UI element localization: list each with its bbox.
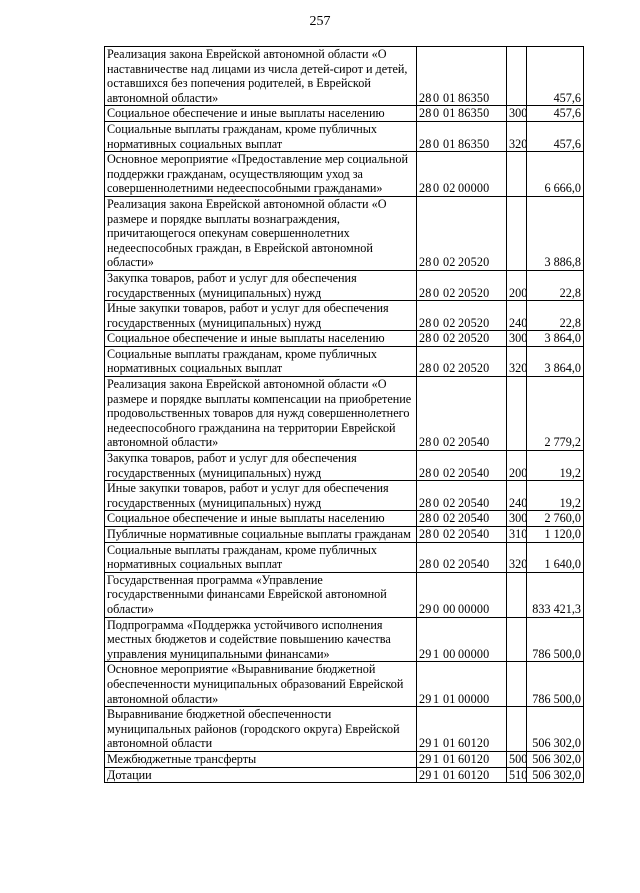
table-row [105, 377, 584, 451]
row-expense-type: 300 [507, 106, 527, 122]
code-part: 0 [433, 136, 440, 151]
code-part: 28 [419, 255, 432, 270]
table-row [105, 481, 584, 511]
code-part: 02 [443, 361, 456, 376]
code-part: 29 [419, 751, 432, 766]
row-name: Иные закупки товаров, работ и услуг для обеспечения государственных (муниципальных) нужд [105, 301, 417, 331]
code-part: 28 [419, 136, 432, 151]
row-name: Социальные выплаты гражданам, кроме публичных нормативных социальных выплат [105, 542, 417, 572]
code-part: 20540 [458, 495, 490, 510]
table-row [105, 527, 584, 543]
row-amount: 506 302,0 [527, 767, 584, 783]
row-expense-type: 320 [507, 121, 527, 151]
row-amount: 506 302,0 [527, 751, 584, 767]
row-target-code [417, 106, 507, 122]
code-part: 00000 [458, 691, 490, 706]
code-part: 28 [419, 361, 432, 376]
row-amount: 457,6 [527, 106, 584, 122]
table-row [105, 346, 584, 376]
code-part: 00000 [458, 181, 490, 196]
row-amount: 786 500,0 [527, 617, 584, 662]
code-part: 28 [419, 527, 432, 541]
row-name: Социальное обеспечение и иные выплаты населению [105, 331, 417, 347]
code-part: 29 [419, 691, 432, 706]
code-part: 28 [419, 435, 432, 450]
row-target-code [417, 196, 507, 270]
table-row [105, 121, 584, 151]
row-expense-type: 200 [507, 451, 527, 481]
code-part: 86350 [458, 136, 490, 151]
row-name: Основное мероприятие «Предоставление мер социальной поддержки гражданам, осуществляющим уход за совершеннолетними недееспособными гражданами» [105, 152, 417, 197]
code-part: 0 [433, 557, 440, 572]
code-part: 02 [443, 315, 456, 330]
code-part: 28 [419, 495, 432, 510]
code-part: 60120 [458, 751, 490, 766]
row-expense-type: 320 [507, 542, 527, 572]
row-expense-type [507, 196, 527, 270]
code-part: 01 [443, 751, 456, 766]
code-part: 00000 [458, 601, 490, 616]
row-amount: 833 421,3 [527, 572, 584, 617]
row-target-code [417, 481, 507, 511]
code-part: 0 [433, 465, 440, 480]
code-part: 01 [443, 90, 456, 105]
row-amount: 19,2 [527, 481, 584, 511]
code-part: 1 [433, 751, 440, 766]
code-part: 02 [443, 495, 456, 510]
code-part: 01 [443, 136, 456, 151]
code-part: 20520 [458, 361, 490, 376]
row-expense-type: 310 [507, 527, 527, 543]
row-target-code [417, 617, 507, 662]
code-part: 00 [443, 601, 456, 616]
code-part: 1 [433, 767, 440, 782]
row-name: Публичные нормативные социальные выплаты гражданам [105, 527, 417, 543]
table-row [105, 301, 584, 331]
row-expense-type [507, 707, 527, 752]
code-part: 20520 [458, 255, 490, 270]
row-amount: 506 302,0 [527, 707, 584, 752]
code-part: 02 [443, 465, 456, 480]
row-expense-type: 240 [507, 301, 527, 331]
row-target-code [417, 527, 507, 543]
code-part: 02 [443, 255, 456, 270]
row-name: Закупка товаров, работ и услуг для обеспечения государственных (муниципальных) нужд [105, 451, 417, 481]
row-name: Основное мероприятие «Выравнивание бюджетной обеспеченности муниципальных образований Еврейской автономной области» [105, 662, 417, 707]
code-part: 0 [433, 435, 440, 450]
row-expense-type [507, 617, 527, 662]
row-target-code [417, 707, 507, 752]
budget-table-body [105, 47, 584, 783]
row-target-code [417, 751, 507, 767]
row-target-code [417, 451, 507, 481]
code-part: 0 [433, 527, 440, 541]
code-part: 0 [433, 315, 440, 330]
code-part: 0 [433, 285, 440, 300]
table-row [105, 662, 584, 707]
row-name: Закупка товаров, работ и услуг для обеспечения государственных (муниципальных) нужд [105, 270, 417, 300]
code-part: 60120 [458, 736, 490, 751]
code-part: 29 [419, 646, 432, 661]
code-part: 60120 [458, 767, 490, 782]
code-part: 01 [443, 767, 456, 782]
code-part: 00 [443, 646, 456, 661]
row-name: Социальные выплаты гражданам, кроме публичных нормативных социальных выплат [105, 121, 417, 151]
code-part: 28 [419, 285, 432, 300]
code-part: 02 [443, 285, 456, 300]
budget-table [104, 46, 584, 783]
page-number: 257 [309, 14, 331, 29]
code-part: 29 [419, 601, 432, 616]
row-amount: 457,6 [527, 121, 584, 151]
row-expense-type: 510 [507, 767, 527, 783]
row-amount: 22,8 [527, 270, 584, 300]
row-amount: 457,6 [527, 47, 584, 106]
table-row [105, 707, 584, 752]
code-part: 01 [443, 691, 456, 706]
code-part: 00000 [458, 646, 490, 661]
code-part: 28 [419, 315, 432, 330]
table-row [105, 196, 584, 270]
table-row [105, 47, 584, 106]
row-target-code [417, 270, 507, 300]
code-part: 29 [419, 767, 432, 782]
row-amount: 2 779,2 [527, 377, 584, 451]
code-part: 02 [443, 511, 456, 526]
row-name: Социальные выплаты гражданам, кроме публичных нормативных социальных выплат [105, 346, 417, 376]
row-expense-type: 300 [507, 511, 527, 527]
code-part: 02 [443, 331, 456, 346]
row-amount: 2 760,0 [527, 511, 584, 527]
code-part: 20540 [458, 511, 490, 526]
code-part: 28 [419, 331, 432, 346]
row-name: Социальное обеспечение и иные выплаты населению [105, 106, 417, 122]
code-part: 1 [433, 736, 440, 751]
code-part: 02 [443, 435, 456, 450]
table-row [105, 572, 584, 617]
row-name: Реализация закона Еврейской автономной области «О наставничестве над лицами из числа детей-сирот и детей, оставшихся без попечения родителей, в Еврейской автономной области» [105, 47, 417, 106]
code-part: 0 [433, 106, 440, 121]
row-expense-type: 500 [507, 751, 527, 767]
code-part: 0 [433, 181, 440, 196]
row-name: Реализация закона Еврейской автономной области «О размере и порядке выплаты вознаграждения, причитающегося опекунам совершеннолетних недееспособных граждан, в Еврейской автономной области» [105, 196, 417, 270]
code-part: 0 [433, 331, 440, 346]
row-amount: 3 864,0 [527, 331, 584, 347]
row-expense-type [507, 47, 527, 106]
row-amount: 19,2 [527, 451, 584, 481]
row-name: Подпрограмма «Поддержка устойчивого исполнения местных бюджетов и содействие повышению качества управления муниципальными финансами» [105, 617, 417, 662]
code-part: 28 [419, 465, 432, 480]
row-amount: 1 120,0 [527, 527, 584, 543]
row-target-code [417, 301, 507, 331]
code-part: 0 [433, 90, 440, 105]
row-amount: 22,8 [527, 301, 584, 331]
row-target-code [417, 572, 507, 617]
row-expense-type: 200 [507, 270, 527, 300]
row-name: Дотации [105, 767, 417, 783]
code-part: 01 [443, 736, 456, 751]
code-part: 20540 [458, 527, 490, 541]
code-part: 1 [433, 691, 440, 706]
row-target-code [417, 377, 507, 451]
table-row [105, 331, 584, 347]
row-target-code [417, 152, 507, 197]
code-part: 86350 [458, 106, 490, 121]
code-part: 01 [443, 106, 456, 121]
code-part: 02 [443, 527, 456, 541]
row-target-code [417, 121, 507, 151]
code-part: 29 [419, 736, 432, 751]
row-name: Реализация закона Еврейской автономной области «О размере и порядке выплаты компенсации на приобретение продовольственных товаров для нужд совершеннолетнего недееспособного гражданина на территории Еврейской автономной области» [105, 377, 417, 451]
code-part: 28 [419, 90, 432, 105]
code-part: 28 [419, 557, 432, 572]
row-expense-type: 240 [507, 481, 527, 511]
row-target-code [417, 346, 507, 376]
table-row [105, 152, 584, 197]
table-row [105, 751, 584, 767]
code-part: 20540 [458, 557, 490, 572]
code-part: 0 [433, 511, 440, 526]
code-part: 0 [433, 495, 440, 510]
row-name: Выравнивание бюджетной обеспеченности муниципальных районов (городского округа) Еврейской автономной области [105, 707, 417, 752]
table-row [105, 511, 584, 527]
row-target-code [417, 542, 507, 572]
code-part: 0 [433, 255, 440, 270]
code-part: 20520 [458, 285, 490, 300]
row-name: Социальное обеспечение и иные выплаты населению [105, 511, 417, 527]
row-amount: 6 666,0 [527, 152, 584, 197]
row-target-code [417, 767, 507, 783]
row-target-code [417, 511, 507, 527]
code-part: 1 [433, 646, 440, 661]
row-expense-type: 320 [507, 346, 527, 376]
row-name: Государственная программа «Управление государственными финансами Еврейской автономной области» [105, 572, 417, 617]
row-expense-type [507, 662, 527, 707]
row-amount: 786 500,0 [527, 662, 584, 707]
row-name: Иные закупки товаров, работ и услуг для обеспечения государственных (муниципальных) нужд [105, 481, 417, 511]
row-expense-type [507, 572, 527, 617]
code-part: 20520 [458, 315, 490, 330]
row-name: Межбюджетные трансферты [105, 751, 417, 767]
code-part: 28 [419, 181, 432, 196]
code-part: 28 [419, 511, 432, 526]
row-amount: 3 886,8 [527, 196, 584, 270]
code-part: 86350 [458, 90, 490, 105]
code-part: 20540 [458, 465, 490, 480]
row-target-code [417, 662, 507, 707]
row-amount: 3 864,0 [527, 346, 584, 376]
table-row [105, 451, 584, 481]
row-target-code [417, 47, 507, 106]
row-target-code [417, 331, 507, 347]
row-amount: 1 640,0 [527, 542, 584, 572]
code-part: 02 [443, 557, 456, 572]
table-row [105, 270, 584, 300]
table-row [105, 106, 584, 122]
code-part: 0 [433, 361, 440, 376]
code-part: 20540 [458, 435, 490, 450]
code-part: 28 [419, 106, 432, 121]
row-expense-type [507, 152, 527, 197]
row-expense-type [507, 377, 527, 451]
code-part: 20520 [458, 331, 490, 346]
table-row [105, 542, 584, 572]
row-expense-type: 300 [507, 331, 527, 347]
table-row [105, 767, 584, 783]
code-part: 02 [443, 181, 456, 196]
table-row [105, 617, 584, 662]
code-part: 0 [433, 601, 440, 616]
